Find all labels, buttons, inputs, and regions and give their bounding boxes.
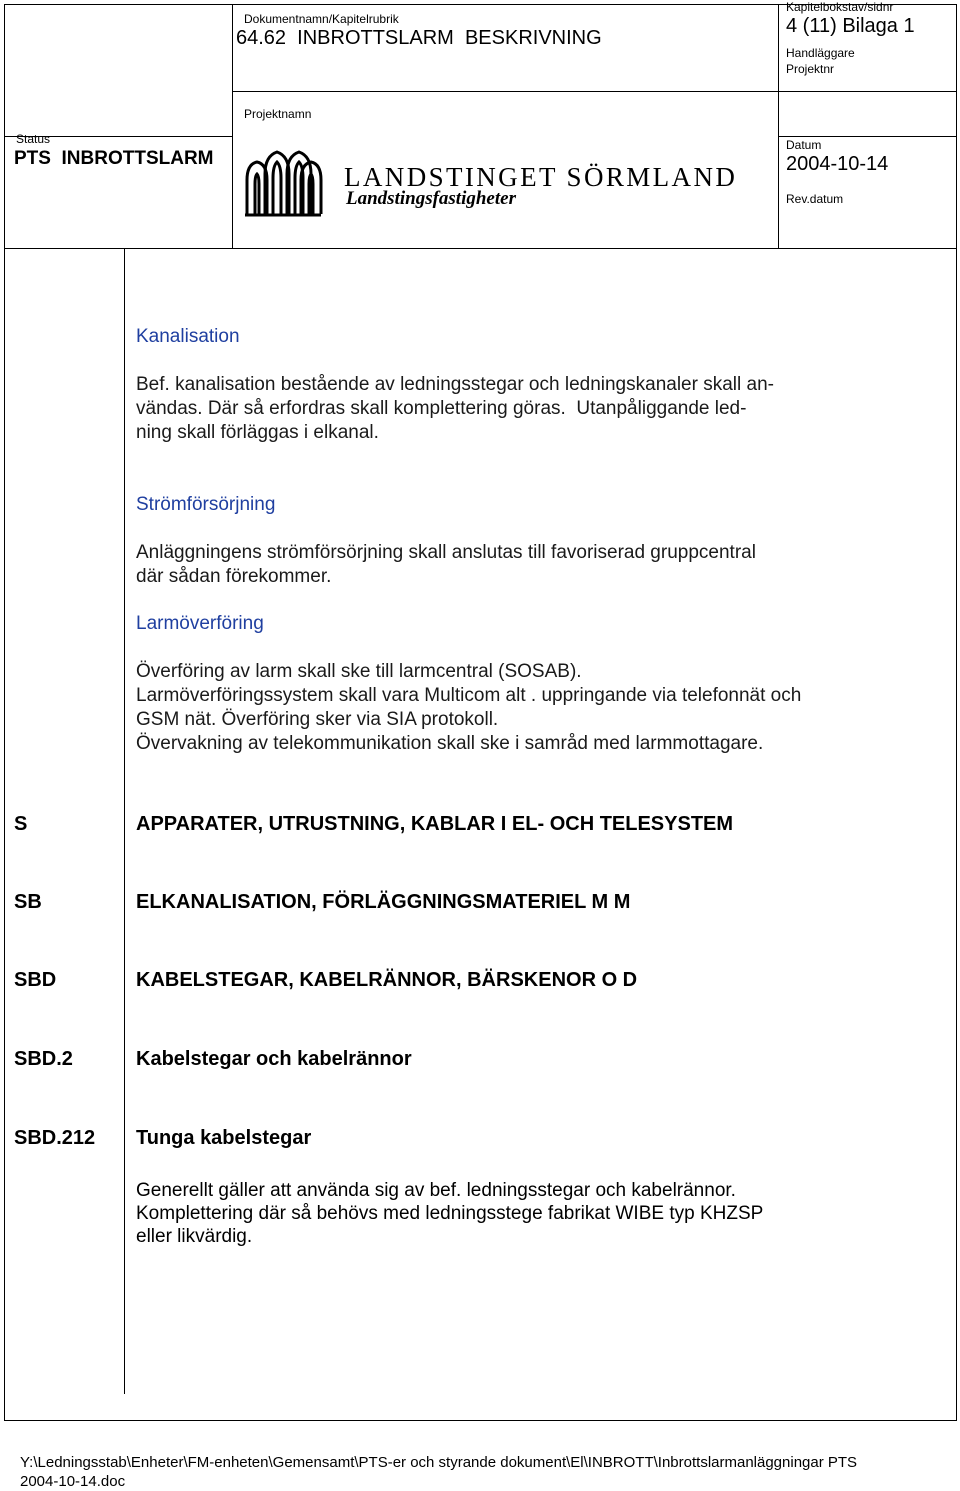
section-code: SB [14, 891, 42, 913]
project-name-label: Projektnamn [244, 107, 312, 121]
final-line: eller likvärdig. [136, 1226, 253, 1247]
header-bottom-rule [4, 248, 957, 249]
section-code: SBD [14, 969, 57, 991]
stromforsorjning-title: Strömförsörjning [136, 494, 276, 515]
body-column-rule [124, 248, 125, 1394]
stromforsorjning-text [136, 541, 856, 589]
section-code: S [14, 813, 28, 835]
larmoverforing-line: Övervakning av telekommunikation skall ske i samråd med larmmottagare. [136, 733, 764, 754]
doc-name-label: Dokumentnamn/Kapitelrubrik [244, 12, 399, 26]
kanalisation-text [136, 373, 856, 445]
section-code: SBD.212 [14, 1127, 96, 1149]
logo-subtitle: Landstingsfastigheter [346, 188, 516, 209]
larmoverforing-line: Larmöverföringssystem skall vara Multicom alt . uppringande via telefonnät och [136, 685, 802, 706]
frame-right-rule [956, 4, 957, 1421]
header-divider-right [778, 4, 779, 248]
header-mid-rule [232, 91, 957, 92]
larmoverforing-title: Larmöverföring [136, 613, 264, 634]
header-date-rule [778, 136, 957, 137]
footer-path: Y:\Ledningsstab\Enheter\FM-enheten\Gemensamt\PTS-er och styrande dokument\El\INBROTT\Inbrottslarmanläggningar PTS [20, 1454, 858, 1471]
larmoverforing-text [136, 660, 856, 756]
doc-name: 64.62 INBROTTSLARM BESKRIVNING [236, 27, 602, 49]
kanalisation-line: vändas. Där så erfordras skall komplettering göras. Utanpåliggande led- [136, 398, 747, 419]
larmoverforing-line: Överföring av larm skall ske till larmcentral (SOSAB). [136, 661, 582, 682]
section-code: SBD.2 [14, 1048, 73, 1070]
page-label: Kapitelbokstav/sidnr [786, 0, 894, 14]
date-value: 2004-10-14 [786, 153, 889, 175]
footer-filename: 2004-10-14.doc [20, 1473, 126, 1490]
rev-date-label: Rev.datum [786, 192, 844, 206]
page-number: 4 (11) Bilaga 1 [786, 15, 915, 37]
section-heading: APPARATER, UTRUSTNING, KABLAR I EL- OCH TELESYSTEM [136, 813, 734, 835]
kanalisation-line: Bef. kanalisation bestående av ledningsstegar och ledningskanaler skall an- [136, 374, 774, 395]
kanalisation-title: Kanalisation [136, 326, 240, 347]
kanalisation-line: ning skall förläggas i elkanal. [136, 422, 379, 443]
final-line: Komplettering där så behövs med ledningsstege fabrikat WIBE typ KHZSP [136, 1203, 764, 1224]
larmoverforing-line: GSM nät. Överföring sker via SIA protokoll. [136, 709, 499, 730]
final-line: Generellt gäller att använda sig av bef. ledningsstegar och kabelrännor. [136, 1180, 736, 1201]
section-heading: ELKANALISATION, FÖRLÄGGNINGSMATERIEL M M [136, 891, 631, 913]
stromforsorjning-line: där sådan förekommer. [136, 566, 332, 587]
section-heading: KABELSTEGAR, KABELRÄNNOR, BÄRSKENOR O D [136, 969, 638, 991]
landstinget-logo-icon [243, 150, 323, 218]
header-divider-left [232, 4, 233, 248]
final-paragraph [136, 1179, 856, 1248]
section-heading: Tunga kabelstegar [136, 1127, 312, 1149]
frame-bottom-rule [4, 1420, 957, 1421]
handler-label: Handläggare [786, 46, 855, 60]
status-label: Status [16, 132, 51, 146]
section-heading: Kabelstegar och kabelrännor [136, 1048, 412, 1070]
date-label: Datum [786, 138, 822, 152]
logo-wordmark: LANDSTINGET SÖRMLAND [344, 162, 738, 192]
project-no-label: Projektnr [786, 62, 835, 76]
status-value: PTS INBROTTSLARM [14, 148, 214, 169]
frame-left-rule [4, 4, 5, 1421]
stromforsorjning-line: Anläggningens strömförsörjning skall anslutas till favoriserad gruppcentral [136, 542, 756, 563]
